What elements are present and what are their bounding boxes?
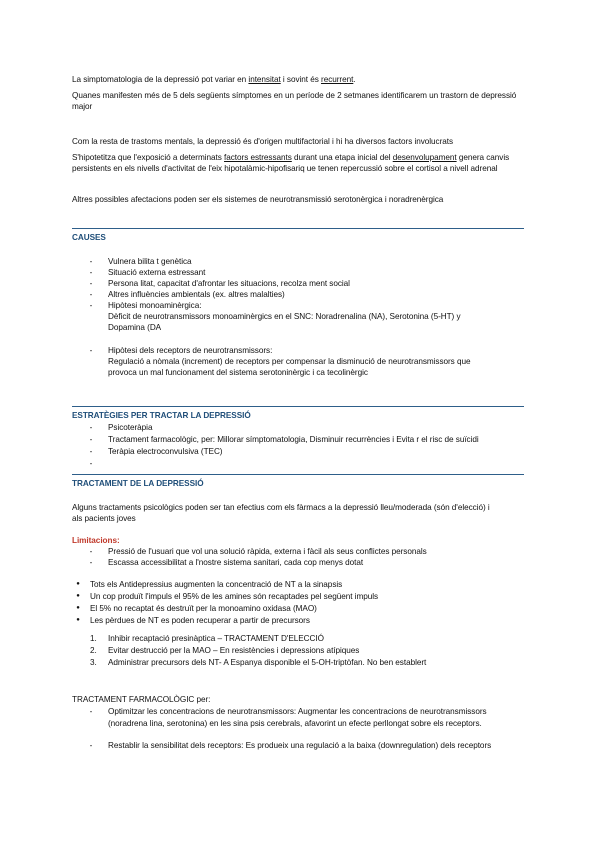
dash-bullet: - <box>89 268 93 277</box>
receptors-hypothesis: Hipòtesi dels receptors de neurotransmissors: <box>108 346 273 355</box>
dash-bullet: - <box>89 447 93 456</box>
intro-text: genera canvis persistents en els nivells d'activitat de l'eix hipotalàmic-hipofisariq ue tenen repercussió sobre el cortisol a nivell adrenal <box>72 153 510 173</box>
desenvolupament-term: desenvolupament <box>392 153 457 162</box>
monoamine-detail: Dopamina (DA <box>108 323 162 332</box>
numbered-index: 2. <box>90 646 97 655</box>
treatment-paragraph: als pacients joves <box>72 514 136 523</box>
causes-item: Persona litat, capacitat d'afrontar les situacions, recolza ment social <box>108 279 350 288</box>
limitation-item: Pressió de l'usuari que vol una solució ràpida, externa i fàcil als seus conflictes personals <box>108 547 427 556</box>
round-bullet: ● <box>76 605 80 611</box>
treatment-heading: TRACTAMENT DE LA DEPRESSIÓ <box>72 479 204 488</box>
round-bullet: ● <box>76 617 80 623</box>
mechanism-bullet: Tots els Antidepressius augmenten la concentració de NT a la sinapsis <box>90 580 343 589</box>
section-divider <box>72 474 524 475</box>
treatment-paragraph: Alguns tractaments psicològics poden ser tan efectius com els fàrmacs a la depressió lleu/moderada (són d'elecció) i <box>72 503 490 512</box>
intro-paragraph-4 <box>72 152 532 174</box>
mechanism-bullet: El 5% no recaptat és destruït per la monoamino oxidasa (MAO) <box>90 604 317 613</box>
intro-text: i sovint és <box>280 75 322 84</box>
dash-bullet: - <box>89 423 93 432</box>
pharma-item: Restablir la sensibilitat dels receptors: Es produeix una regulació a la baixa (downregulation) dels receptors <box>108 741 492 750</box>
dash-bullet: - <box>89 741 93 750</box>
pharma-item: Optimitzar les concentracions de neurotransmissors: Augmentar les concentracions de neurotransmissors <box>108 707 487 716</box>
monoamine-detail: Dèficit de neurotransmissors monoaminèrgics en el SNC: Noradrenalina (NA), Serotonina (5-HT) y <box>108 312 461 321</box>
dash-bullet: - <box>89 707 93 716</box>
strategy-item: Teràpia electroconvulsiva (TEC) <box>108 447 223 456</box>
numbered-index: 1. <box>90 634 97 643</box>
causes-item: Situació externa estressant <box>108 268 206 277</box>
dash-bullet: - <box>89 279 93 288</box>
limitations-heading: Limitacions: <box>72 536 120 545</box>
numbered-item: Inhibir recaptació presinàptica – TRACTAMENT D'ELECCIÓ <box>108 634 324 643</box>
factors-estressants-term: factors estressants <box>224 153 292 162</box>
strategies-heading: ESTRATÈGIES PER TRACTAR LA DEPRESSIÓ <box>72 411 251 420</box>
causes-heading: CAUSES <box>72 233 106 242</box>
intro-text: . <box>353 75 356 84</box>
causes-item: Vulnera bilita t genètica <box>108 257 192 266</box>
recurrent-term: recurrent <box>321 75 354 84</box>
dash-bullet: - <box>89 435 93 444</box>
intro-text: S'hipotetitza que l'exposició a determinats <box>72 153 225 162</box>
dash-bullet: - <box>89 290 93 299</box>
intro-paragraph-5: Altres possibles afectacions poden ser els sistemes de neurotransmissió serotonèrgica i noradrenèrgica <box>72 195 444 204</box>
intensitat-term: intensitat <box>248 75 281 84</box>
strategy-item: Tractament farmacològic, per: Millorar símptomatologia, Disminuir recurrències i Evita r el risc de suïcidi <box>108 435 479 444</box>
dash-bullet: - <box>89 547 93 556</box>
numbered-item: Administrar precursors dels NT- A Espanya disponible el 5-OH-triptòfan. No ben establert <box>108 658 427 667</box>
dash-bullet: - <box>89 558 93 567</box>
intro-paragraph-3: Com la resta de trastoms mentals, la depressió és d'origen multifactorial i hi ha diversos factors involucrats <box>72 137 454 146</box>
intro-text: La simptomatologia de la depressió pot variar en <box>72 75 249 84</box>
numbered-item: Evitar destrucció per la MAO – En resistències i depressions atípiques <box>108 646 360 655</box>
limitation-item: Escassa accessibilitat a l'nostre sistema sanitari, cada cop menys dotat <box>108 558 364 567</box>
dash-bullet: - <box>89 459 93 468</box>
numbered-index: 3. <box>90 658 97 667</box>
dash-bullet: - <box>89 257 93 266</box>
pharma-item: (noradrena lina, serotonina) en les sina psis cerebrals, afavorint un efecte perllongat sobre els receptors. <box>108 719 482 728</box>
section-divider <box>72 406 524 407</box>
round-bullet: ● <box>76 581 80 587</box>
mechanism-bullet: Les pèrdues de NT es poden recuperar a partir de precursors <box>90 616 310 625</box>
receptors-detail: provoca un mal funcionament del sistema serotoninèrgic i ca tecolinèrgic <box>108 368 368 377</box>
round-bullet: ● <box>76 593 80 599</box>
causes-item: Altres influències ambientals (ex. altres malalties) <box>108 290 285 299</box>
dash-bullet: - <box>89 301 93 310</box>
mechanism-bullet: Un cop produït l'impuls el 95% de les amines són recaptades pel següent impuls <box>90 592 379 601</box>
dash-bullet: - <box>89 346 93 355</box>
intro-text: durant una etapa inicial del <box>291 153 393 162</box>
intro-paragraph-2: Quanes manifesten més de 5 dels següents símptomes en un període de 2 setmanes identificarem un trastorn de depressió major <box>72 91 517 111</box>
section-divider <box>72 228 524 229</box>
pharma-heading: TRACTAMENT FARMACOLÒGIC per: <box>72 695 211 704</box>
receptors-detail: Regulació a nòmala (increment) de receptors per compensar la disminució de neurotransmissors que <box>108 357 471 366</box>
strategy-item: Psicoteràpia <box>108 423 153 432</box>
intro-paragraph-1 <box>72 74 356 85</box>
causes-item: Hipòtesi monoaminèrgica: <box>108 301 202 310</box>
